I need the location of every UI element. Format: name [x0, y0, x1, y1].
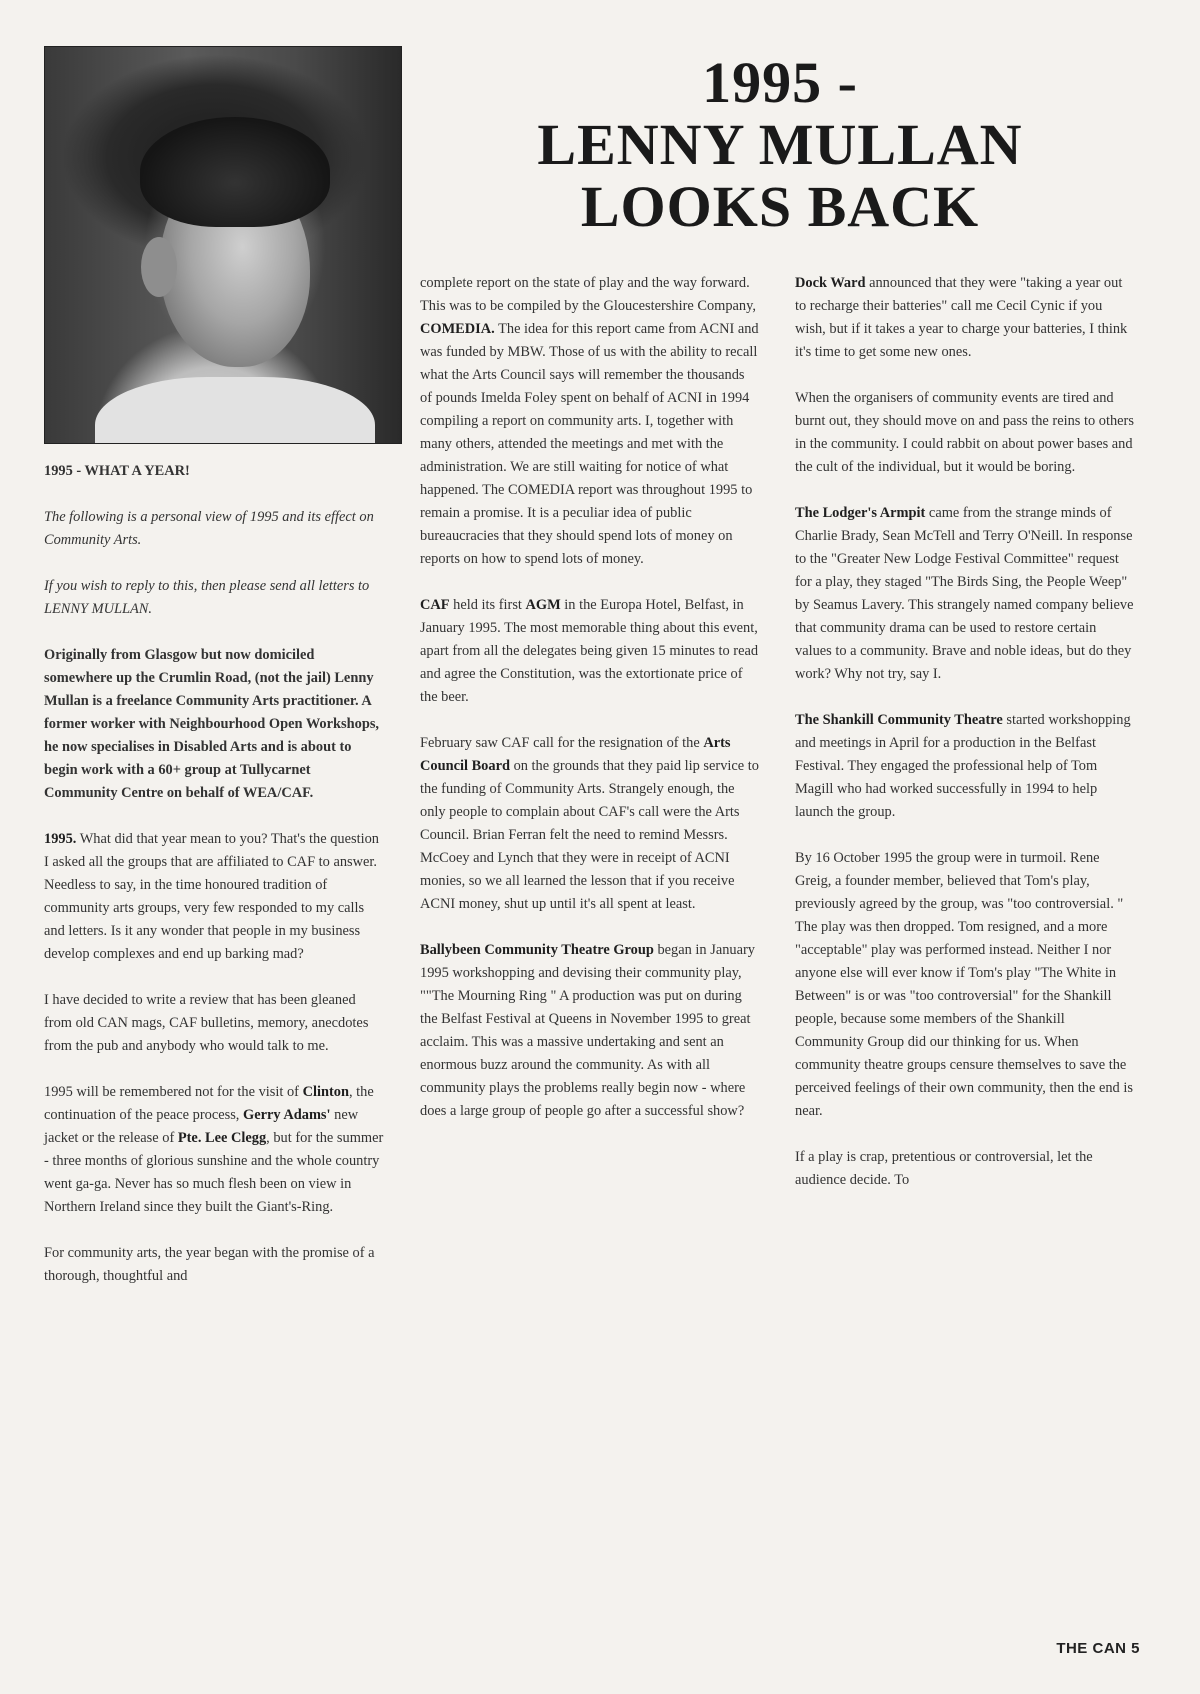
- paragraph: When the organisers of community events are tired and burnt out, they should move on and pass the reins to others in the community. I could rabbit on about power bases and the cult of the individual, but it would be boring.: [795, 390, 1134, 475]
- paragraph-text: new jacket or the release of: [44, 1107, 359, 1146]
- paragraph-text: The idea for this report came from ACNI and was funded by MBW. Those of us with the ability to recall what the Arts Council says will remember the thousands of pounds Imelda Foley spent on behalf of ACNI in 1994 compiling a report on community arts. I, together with many others, attended the meetings and met with the administration. We are still waiting for notice of what happened. The COMEDIA report was throughout 1995 to remain a promise. It is a peculiar idea of public bureaucracies that they should spend lots of money on reports on how to spend lots of money.: [420, 321, 759, 567]
- paragraph-text: in the Europa Hotel, Belfast, in January 1995. The most memorable thing about this event, apart from all the delegates being given 15 minutes to read and agree the Constitution, was the extortionate price of the beer.: [420, 597, 759, 705]
- paragraph: [795, 272, 1135, 364]
- photo-shirt: [95, 377, 375, 444]
- page-footer: THE CAN 5: [1056, 1640, 1140, 1657]
- paragraph-text: February saw CAF call for the resignation of the: [420, 735, 704, 751]
- paragraph: [420, 594, 760, 709]
- column-2: [420, 272, 760, 1146]
- paragraph: For community arts, the year began with the promise of a thorough, thoughtful and: [44, 1245, 375, 1284]
- photo-ear: [141, 237, 177, 297]
- paragraph: [420, 732, 760, 916]
- paragraph-text: on the grounds that they paid lip service to the funding of Community Arts. Strangely enough, the only people to complain about CAF's call were the Arts Council. Brian Ferran felt the need to remind Messrs. McCoey and Lynch that they were in receipt of ACNI monies, so we all learned the lesson that if you receive ACNI money, shut up until it's all spent at least.: [420, 758, 759, 912]
- portrait-photo: [44, 46, 402, 444]
- bold-name: The Shankill Community Theatre: [795, 712, 1003, 728]
- paragraph-text: complete report on the state of play and the way forward. This was to be compiled by the Gloucestershire Company,: [420, 275, 756, 314]
- bold-name: Arts Council Board: [420, 735, 731, 774]
- bold-name: The Lodger's Armpit: [795, 505, 926, 521]
- bold-name: Gerry Adams': [243, 1107, 331, 1123]
- paragraph-text: started workshopping and meetings in April for a production in the Belfast Festival. They engaged the professional help of Tom Magill who had worked successfully in 1994 to help launch the group.: [795, 712, 1131, 820]
- paragraph: [795, 502, 1135, 686]
- paragraph: By 16 October 1995 the group were in turmoil. Rene Greig, a founder member, believed that Tom's play, previously agreed by the group, was "too controversial. " The play was then dropped. Tom resigned, and a more "acceptable" play was performed instead. Neither I nor anyone else will ever know if Tom's play "The White in Between" is or was "too controversial" for the Shankill people, because some members of the Shankill Community Group did our thinking for us. When community theatre groups censure themselves to save the perceived feelings of their own community, then the end is near.: [795, 850, 1133, 1119]
- bold-name: Pte. Lee Clegg: [177, 1130, 267, 1146]
- column-1: [44, 460, 384, 1311]
- title-line-1: 1995 -: [702, 50, 858, 115]
- bold-lead: 1995.: [44, 831, 77, 847]
- bold-name: AGM: [525, 597, 561, 613]
- bold-name: CAF: [420, 597, 450, 613]
- paragraph: [44, 1081, 384, 1219]
- bold-name: Clinton: [302, 1084, 349, 1100]
- paragraph: [44, 828, 384, 966]
- paragraph-text: held its first: [449, 597, 526, 613]
- paragraph: [795, 709, 1135, 824]
- paragraph: If a play is crap, pretentious or controversial, let the audience decide. To: [795, 1149, 1093, 1188]
- section-heading: 1995 - WHAT A YEAR!: [44, 463, 190, 479]
- paragraph-text: , the continuation of the peace process,: [44, 1084, 374, 1123]
- title-line-3: LOOKS BACK: [580, 174, 980, 239]
- author-bio: Originally from Glasgow but now domiciled somewhere up the Crumlin Road, (not the jail) Lenny Mullan is a freelance Community Arts practitioner. A former worker with Neighbourhood Open Workshops, he now specialises in Disabled Arts and is about to begin work with a 60+ group at Tullycarnet Community Centre on behalf of WEA/CAF.: [44, 647, 380, 801]
- paragraph-text: announced that they were "taking a year out to recharge their batteries" call me Cecil Cynic if you wish, but if it takes a year to charge your batteries, I think it's time to get some new ones.: [795, 275, 1128, 360]
- title-line-2: LENNY MULLAN: [537, 112, 1023, 177]
- intro-paragraph-2: If you wish to reply to this, then please send all letters to LENNY MULLAN.: [44, 578, 370, 617]
- bold-name: Ballybeen Community Theatre Group: [420, 942, 654, 958]
- article-title: [420, 52, 1140, 238]
- intro-paragraph-1: The following is a personal view of 1995 and its effect on Community Arts.: [44, 509, 374, 548]
- column-3: [795, 272, 1135, 1215]
- bold-name: COMEDIA.: [420, 321, 495, 337]
- photo-hair: [140, 117, 330, 227]
- paragraph-text: began in January 1995 workshopping and devising their community play, ""The Mourning Ring " A production was put on during the Belfast Festival at Queens in November 1995 to great acclaim. This was a massive undertaking and sent an enormous buzz around the community. As with all community plays the problems really begin now - where does a large group of people go after a successful show?: [420, 942, 755, 1119]
- paragraph-text: came from the strange minds of Charlie Brady, Sean McTell and Terry O'Neill. In response to the "Greater New Lodge Festival Committee" request for a play, they staged "The Birds Sing, the People Weep" by Seamus Lavery. This strangely named company believe that community drama can be used to restore certain values to a community. Brave and noble ideas, but do they work? Why not try, say I.: [795, 505, 1134, 682]
- paragraph-text: , but for the summer - three months of glorious sunshine and the whole country went ga-ga. Never has so much flesh been on view in Northern Ireland since they built the Giant's-Ring.: [44, 1130, 384, 1215]
- paragraph-text: 1995 will be remembered not for the visit of: [44, 1084, 303, 1100]
- paragraph: I have decided to write a review that has been gleaned from old CAN mags, CAF bulletins, memory, anecdotes from the pub and anybody who would talk to me.: [44, 992, 369, 1054]
- paragraph: [420, 939, 760, 1123]
- paragraph: [420, 272, 760, 571]
- paragraph-text: What did that year mean to you? That's the question I asked all the groups that are affiliated to CAF to answer. Needless to say, in the time honoured tradition of community arts groups, very few responded to my calls and letters. Is it any wonder that people in my business develop complexes and end up barking mad?: [44, 831, 379, 962]
- bold-name: Dock Ward: [795, 275, 866, 291]
